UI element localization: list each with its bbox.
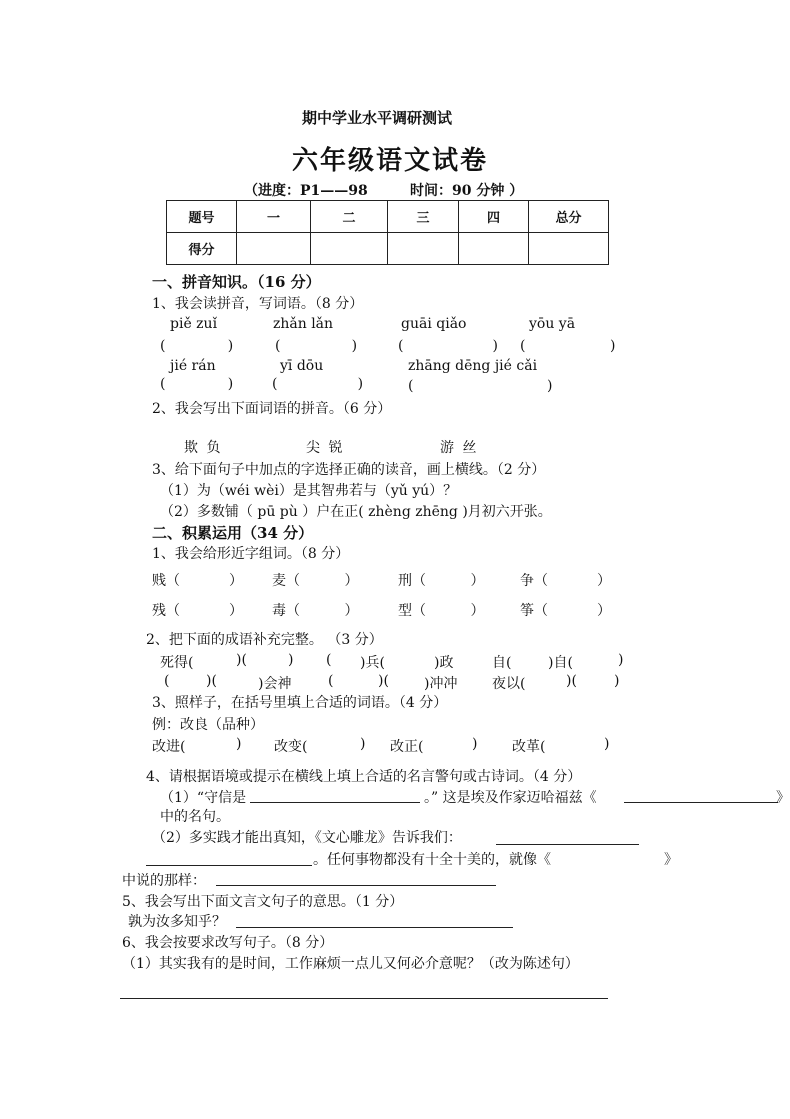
score-table <box>166 200 609 265</box>
part1-heading: 一、拼音知识。（16 分） <box>152 273 321 291</box>
part2-q6-prompt: 6、我会按要求改写句子。（8 分） <box>122 935 334 951</box>
char-group: 麦（ ） <box>272 573 359 589</box>
answer-line[interactable] <box>250 802 420 803</box>
part2-heading: 二、积累运用（34 分） <box>152 524 314 542</box>
answer-line[interactable] <box>120 998 608 999</box>
part2-q1-prompt: 1、我会给形近字组词。（8 分） <box>152 546 350 562</box>
pinyin-item: yī dōu <box>280 358 324 374</box>
progress-info: （进度：P1——98 <box>244 183 368 199</box>
pinyin-item: zhāng dēng jié cǎi <box>408 358 538 374</box>
char-group: 毒（ ） <box>272 603 359 619</box>
time-info: 时间：90 分钟 ） <box>410 183 524 199</box>
idiom-part: )冲冲 <box>424 676 458 692</box>
answer-blank[interactable]: ( ) <box>408 378 553 394</box>
answer-blank[interactable]: ( ) <box>160 376 234 392</box>
part2-q5-prompt: 5、我会写出下面文言文句子的意思。（1 分） <box>122 894 404 910</box>
fill-word: ) <box>472 736 478 752</box>
part2-q3-example: 例：改良（品种） <box>152 717 264 733</box>
answer-line[interactable] <box>236 927 513 928</box>
idiom-part: ( <box>164 673 170 689</box>
answer-blank[interactable]: ( ) <box>275 338 358 354</box>
idiom-part: )会神 <box>258 676 292 692</box>
pinyin-item: jié rán <box>170 358 216 374</box>
idiom-part: ( <box>328 673 334 689</box>
fill-word: 改正( <box>390 739 424 755</box>
answer-blank[interactable]: ( ) <box>272 376 364 392</box>
word-item: 尖 锐 <box>306 440 345 456</box>
pinyin-item: piě zuǐ <box>170 316 218 332</box>
exam-title: 六年级语文试卷 <box>292 146 489 176</box>
pinyin-item: guāi qiǎo <box>401 316 467 332</box>
char-item: 筝 <box>520 603 534 619</box>
table-header-cell: 题号 <box>167 201 237 233</box>
fill-word: 改革( <box>512 739 546 755</box>
idiom-part: )( <box>206 673 217 689</box>
char-item: 型 <box>398 603 412 619</box>
table-header-cell: 总分 <box>529 201 609 233</box>
q5-sentence: 孰为汝多知乎？ <box>128 914 226 930</box>
char-group: 残（ ） <box>152 603 243 619</box>
idiom-part: 夜以( <box>492 676 526 692</box>
idiom-part: ) <box>618 652 624 668</box>
char-group: 刑（ ） <box>398 573 485 589</box>
part1-q2-prompt: 2、我会写出下面词语的拼音。（6 分） <box>152 401 392 417</box>
pinyin-item: zhǎn lǎn <box>273 316 334 332</box>
fill-word: ) <box>236 736 242 752</box>
answer-line[interactable] <box>216 885 496 886</box>
idiom-part: )政 <box>434 655 454 671</box>
part2-q3-prompt: 3、照样子，在括号里填上合适的词语。（4 分） <box>152 695 448 711</box>
q4-s2-middle: 。任何事物都没有十全十美的，就像《 <box>313 852 551 868</box>
char-group: 争（ ） <box>520 573 611 589</box>
score-cell[interactable] <box>311 233 388 265</box>
idiom-part: )兵( <box>360 655 385 671</box>
part1-q3-sentence2: （2）多数铺（ pū pù ）户在正( zhèng zhēng )月初六开张。 <box>160 504 552 520</box>
word-item: 游 丝 <box>440 440 479 456</box>
q4-s2-start: （2）多实践才能出真知，《文心雕龙》告诉我们： <box>152 830 462 846</box>
answer-blank[interactable]: ( ) <box>398 338 498 354</box>
char-item: 麦 <box>272 573 286 589</box>
answer-line[interactable] <box>146 865 312 866</box>
score-row-label: 得分 <box>167 233 237 265</box>
score-table-header-row <box>167 201 609 233</box>
char-item: 残 <box>152 603 166 619</box>
score-cell[interactable] <box>459 233 529 265</box>
table-header-cell: 二 <box>311 201 388 233</box>
char-item: 贱 <box>152 573 166 589</box>
q4-s1-end: 中的名句。 <box>160 809 230 825</box>
char-group: 型（ ） <box>398 603 485 619</box>
q4-s2-bracket: 》 <box>664 852 678 868</box>
exam-subtitle: 期中学业水平调研测试 <box>302 109 453 127</box>
fill-word: 改进( <box>152 739 186 755</box>
answer-blank[interactable]: ( ) <box>160 338 234 354</box>
idiom-part: ) <box>614 673 620 689</box>
char-group: 筝（ ） <box>520 603 611 619</box>
idiom-part: )自( <box>548 655 573 671</box>
idiom-part: )( <box>378 673 389 689</box>
score-cell[interactable] <box>237 233 311 265</box>
table-header-cell: 一 <box>237 201 311 233</box>
q4-s1-start: （1）“守信是 <box>160 790 247 806</box>
score-cell[interactable] <box>388 233 459 265</box>
table-header-cell: 四 <box>459 201 529 233</box>
part1-q1-prompt: 1、我会读拼音，写词语。（8 分） <box>152 296 364 312</box>
char-item: 毒 <box>272 603 286 619</box>
fill-word: 改变( <box>274 739 308 755</box>
idiom-part: ) <box>288 652 294 668</box>
fill-word: ) <box>604 736 610 752</box>
char-item: 刑 <box>398 573 412 589</box>
table-header-cell: 三 <box>388 201 459 233</box>
q6-sentence1: （1）其实我有的是时间，工作麻烦一点儿又何必介意呢？（改为陈述句） <box>122 956 579 972</box>
q4-s1-middle: 。” 这是埃及作家迈哈福兹《 <box>424 790 597 806</box>
idiom-part: 自( <box>492 655 512 671</box>
idiom-part: )( <box>566 673 577 689</box>
q4-s2-end: 中说的那样： <box>122 873 206 889</box>
fill-word: ) <box>360 736 366 752</box>
answer-line[interactable] <box>624 802 778 803</box>
part2-q4-prompt: 4、请根据语境或提示在横线上填上合适的名言警句或古诗词。（4 分） <box>146 769 582 785</box>
pinyin-item: yōu yā <box>529 316 576 332</box>
char-group: 贱（ ） <box>152 573 243 589</box>
score-cell[interactable] <box>529 233 609 265</box>
word-item: 欺 负 <box>184 440 223 456</box>
idiom-part: 死得( <box>160 655 194 671</box>
answer-line[interactable] <box>496 844 639 845</box>
part2-q2-prompt: 2、把下面的成语补充完整。 （3 分） <box>146 632 383 648</box>
part1-q3-sentence1: （1）为（wéi wèi）是其智弗若与（yǔ yú）？ <box>160 483 458 499</box>
idiom-part: ( <box>326 652 332 668</box>
q4-s1-bracket: 》 <box>776 790 790 806</box>
score-table-score-row <box>167 233 609 265</box>
answer-blank[interactable]: ( ) <box>520 338 616 354</box>
part1-q3-prompt: 3、给下面句子中加点的字选择正确的读音，画上横线。（2 分） <box>152 462 546 478</box>
char-item: 争 <box>520 573 534 589</box>
idiom-part: )( <box>236 652 247 668</box>
